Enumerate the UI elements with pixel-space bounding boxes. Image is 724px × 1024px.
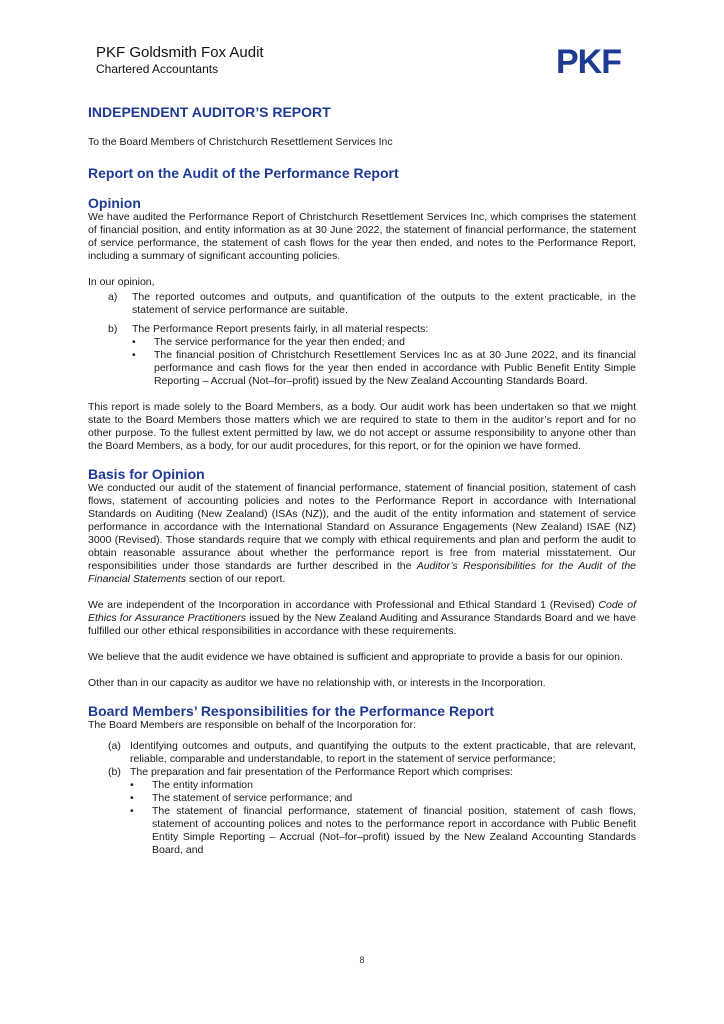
list-item-text: Identifying outcomes and outputs, and quantifying the outputs to the extent practicable, that are relevant, reliable, comparable and understandable, to report in the statement of service performance; xyxy=(130,740,636,765)
list-marker: (a) xyxy=(108,740,121,752)
list-item xyxy=(88,323,636,388)
bullet-text: The financial position of Christchurch Resettlement Services Inc as at 30 June 2022, and its financial performance and cash flows for the year then ended in accordance with Public Benefit Entity Simple Reporting – Accrual (Not–for–profit) issued by the New Zealand Accounting Standards Board. xyxy=(154,349,636,387)
bullet-icon: • xyxy=(132,349,136,361)
opinion-intro: In our opinion, xyxy=(88,276,155,288)
bullet-icon: • xyxy=(132,336,136,348)
board-heading: Board Members’ Responsibilities for the Performance Report xyxy=(88,703,495,719)
list-item xyxy=(88,766,636,857)
bullet-text: The entity information xyxy=(152,779,253,791)
opinion-paragraph: We have audited the Performance Report of Christchurch Resettlement Services Inc, which comprises the statement of financial position, and entity information as at 30 June 2022, the statement of financial performance, the statement of service performance, the statement of cash flows for the year then ended, and notes to the Performance Report, including a summary of significant accounting policies. xyxy=(88,211,636,262)
board-intro: The Board Members are responsible on behalf of the Incorporation for: xyxy=(88,719,417,731)
board-bullets xyxy=(130,779,636,857)
opinion-heading: Opinion xyxy=(88,195,141,211)
bullet-item xyxy=(130,779,636,792)
list-marker: b) xyxy=(108,323,118,335)
basis-text-b: section of our report. xyxy=(186,573,286,585)
basis-paragraph-4: Other than in our capacity as auditor we have no relationship with, or interests in the Incorporation. xyxy=(88,677,546,689)
list-item xyxy=(88,291,636,317)
list-item-content xyxy=(132,323,636,388)
basis-paragraph-1 xyxy=(88,482,636,586)
report-title: INDEPENDENT AUDITOR’S REPORT xyxy=(88,104,331,120)
basis-text-a: We conducted our audit of the statement of financial performance, statement of financial position, statement of cash flows, statement of accounting policies and notes to the Performance Report in accordance with International Standards on Auditing (New Zealand) (ISAs (NZ)), and the audit of the entity information and statement of service performance in accordance with the International Standard on Assurance Engagements (New Zealand) ISAE (NZ) 3000 (Revised). Those standards require that we comply with ethical requirements and plan and perform the audit to obtain reasonable assurance about whether the performance report is free from material misstatement. Our responsibilities under those standards are further described in the xyxy=(88,482,636,572)
section-heading: Report on the Audit of the Performance Report xyxy=(88,165,399,181)
letterhead xyxy=(96,44,264,77)
bullet-item xyxy=(132,336,636,349)
bullet-item xyxy=(130,805,636,857)
basis-text-italic: Code of Ethics for Assurance Practitioners xyxy=(88,599,636,624)
list-item-text: The reported outcomes and outputs, and quantification of the outputs to the extent practicable, in the statement of service performance are suitable. xyxy=(132,291,636,316)
basis-text-a: We are independent of the Incorporation in accordance with Professional and Ethical Standard 1 (Revised) xyxy=(88,599,599,611)
pkf-logo-text: PKF xyxy=(556,44,621,76)
responsibility-paragraph: This report is made solely to the Board Members, as a body. Our audit work has been undertaken so that we might state to the Board Members those matters which we are required to state to them in the auditor’s report and for no other purpose. To the fullest extent permitted by law, we do not accept or assume responsibility to anyone other than the Board Members, as a body, for our audit procedures, for this report, or for the opinion we have formed. xyxy=(88,401,636,452)
list-marker: a) xyxy=(108,291,118,303)
basis-text-b: issued by the New Zealand Auditing and Assurance Standards Board and we have fulfilled our other ethical responsibilities in accordance with these requirements. xyxy=(88,612,636,637)
firm-subtitle: Chartered Accountants xyxy=(96,62,219,76)
list-item-text: The Performance Report presents fairly, in all material respects: xyxy=(132,323,429,335)
bullet-icon: • xyxy=(130,792,134,804)
bullet-text: The statement of financial performance, statement of financial position, statement of cash flows, statement of accounting polices and notes to the performance report in accordance with Public Benefit Entity Simple Reporting – Accrual (Not–for–profit) issued by the New Zealand Accounting Standards Board, and xyxy=(152,805,636,856)
basis-heading: Basis for Opinion xyxy=(88,466,205,482)
basis-paragraph-3: We believe that the audit evidence we have obtained is sufficient and appropriate to provide a basis for our opinion. xyxy=(88,651,623,663)
firm-name: PKF Goldsmith Fox Audit xyxy=(96,44,264,61)
bullet-item xyxy=(132,349,636,388)
board-list xyxy=(88,740,636,857)
addressee: To the Board Members of Christchurch Resettlement Services Inc xyxy=(88,136,393,148)
bullet-text: The statement of service performance; and xyxy=(152,792,353,804)
list-marker: (b) xyxy=(108,766,121,778)
page-number: 8 xyxy=(359,955,365,965)
list-item-content xyxy=(130,766,636,857)
bullet-text: The service performance for the year then ended; and xyxy=(154,336,405,348)
basis-paragraph-2 xyxy=(88,599,636,638)
pkf-logo xyxy=(556,44,636,76)
list-item-text: The preparation and fair presentation of the Performance Report which comprises: xyxy=(130,766,513,778)
opinion-list xyxy=(88,291,636,388)
report-body xyxy=(88,104,636,857)
basis-text-italic: Auditor’s Responsibilities for the Audit of the Financial Statements xyxy=(88,560,636,585)
bullet-icon: • xyxy=(130,779,134,791)
list-item xyxy=(88,740,636,766)
opinion-bullets xyxy=(132,336,636,388)
bullet-item xyxy=(130,792,636,805)
bullet-icon: • xyxy=(130,805,134,817)
